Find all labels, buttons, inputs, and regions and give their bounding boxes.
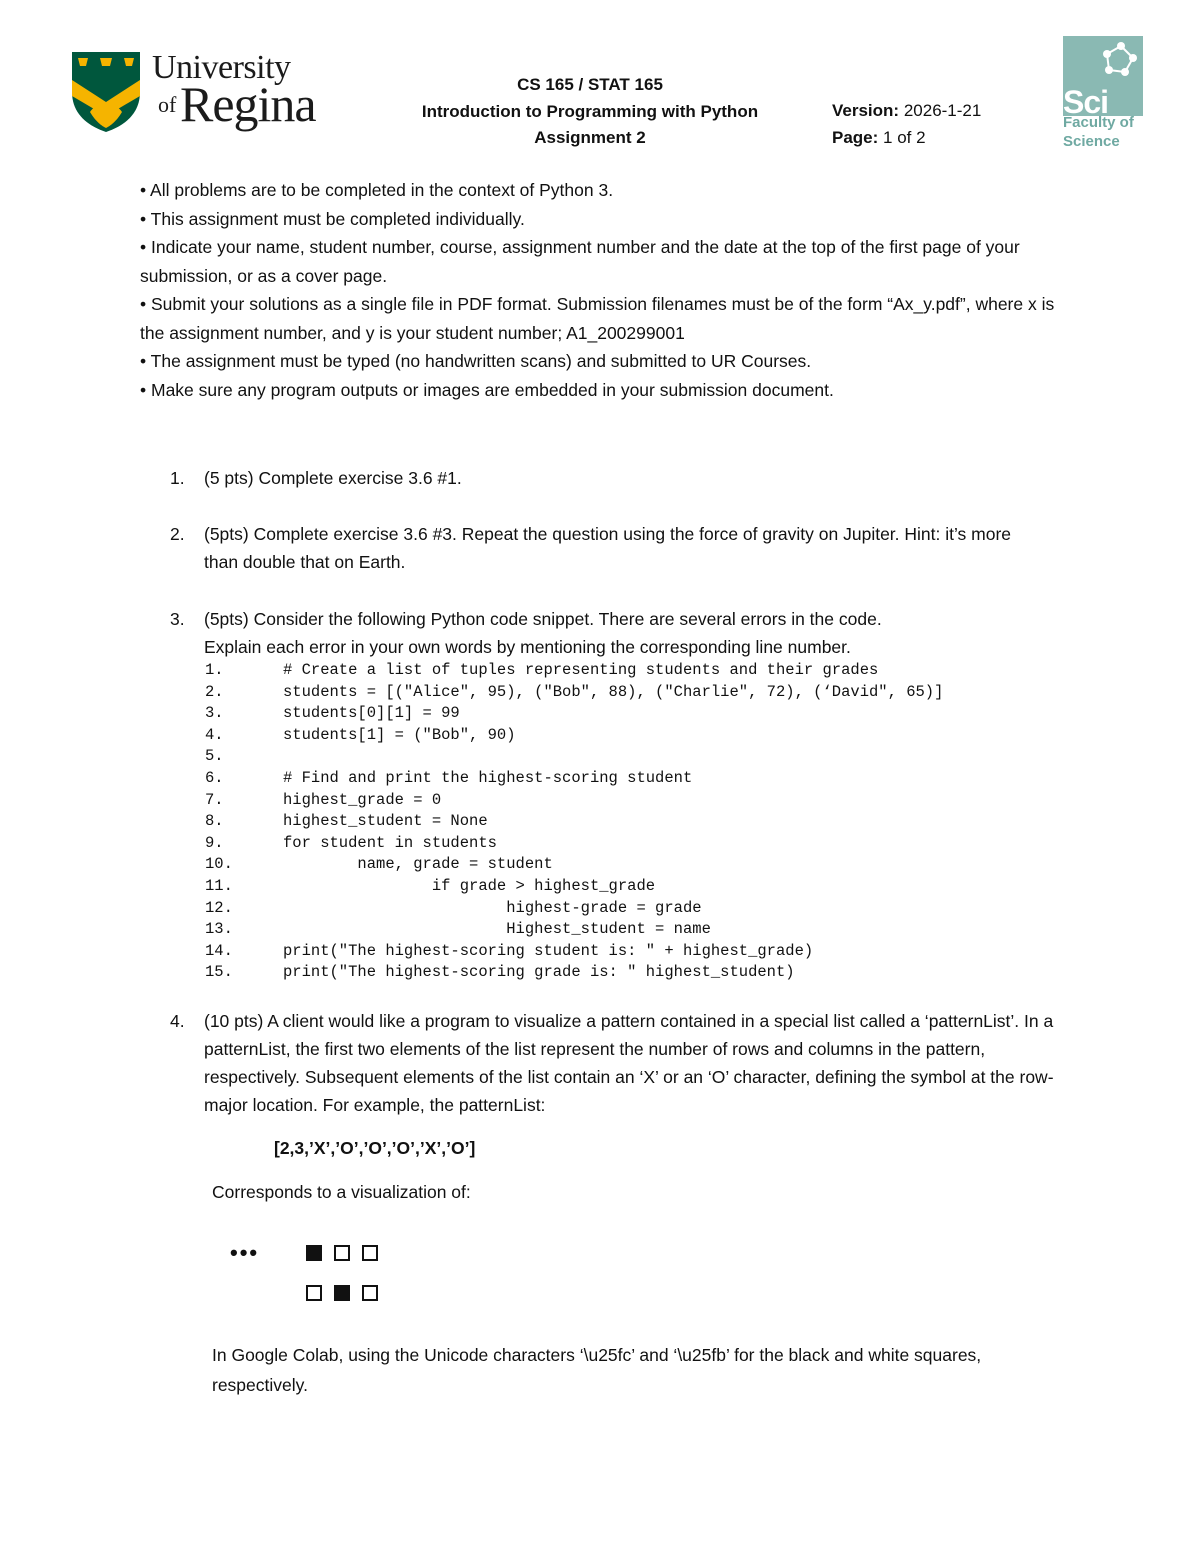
code-text: Highest_student = name bbox=[283, 920, 711, 939]
assignment-title: Assignment 2 bbox=[534, 128, 646, 147]
ellipsis-icon: ••• bbox=[230, 1240, 260, 1265]
course-code: CS 165 / STAT 165 bbox=[517, 75, 663, 94]
code-text: for student in students bbox=[283, 833, 497, 852]
instruction-item: • This assignment must be completed individually. bbox=[140, 208, 525, 229]
question-number: 2. bbox=[170, 524, 185, 544]
question-text: Explain each error in your own words by mentioning the corresponding line number. bbox=[204, 637, 851, 657]
pattern-list-example: [2,3,’X’,’O’,’O’,’O’,’X’,’O’] bbox=[274, 1138, 476, 1158]
line-number: 5. bbox=[205, 747, 224, 766]
university-of: of bbox=[158, 92, 177, 117]
question-number: 1. bbox=[170, 468, 185, 488]
course-title: Introduction to Programming with Python bbox=[421, 101, 759, 121]
black-square-icon bbox=[334, 1285, 350, 1301]
question-text: (10 pts) A client would like a program to visualize a pattern contained in a special list called a ‘patternList’. In a patternList, the first two elements of the list represent the number of rows and columns in the pattern, respectively. Subsequent elements of the list contain an ‘X’ or an ‘O’ character, defining the symbol at the row-major location. For example, the patternList: bbox=[204, 1011, 1054, 1115]
code-text: print("The highest-scoring grade is: " highest_student) bbox=[283, 963, 795, 982]
instruction-item: • Make sure any program outputs or images are embedded in your submission document. bbox=[140, 379, 834, 400]
line-number: 3. bbox=[205, 704, 224, 723]
line-number: 4. bbox=[205, 725, 224, 744]
question-number: 3. bbox=[170, 609, 185, 629]
instructions-list bbox=[140, 176, 1060, 404]
code-text: # Create a list of tuples representing students and their grades bbox=[283, 661, 879, 679]
code-text: students = [("Alice", 95), ("Bob", 88), ("Charlie", 72), (‘David", 65)] bbox=[283, 682, 944, 701]
question-text: (5pts) Complete exercise 3.6 #3. Repeat the question using the force of gravity on Jupiter. Hint: it’s more than double that on Earth. bbox=[204, 524, 1012, 572]
page-label: Page: bbox=[832, 127, 879, 147]
version-value: 2026-1-21 bbox=[903, 101, 982, 120]
code-text: if grade > highest_grade bbox=[283, 876, 656, 895]
corresponds-text: Corresponds to a visualization of: bbox=[212, 1182, 471, 1202]
question-text: (5pts) Consider the following Python code snippet. There are several errors in the code. bbox=[204, 609, 882, 629]
white-square-icon bbox=[362, 1245, 378, 1261]
sci-wordmark: Sci bbox=[1063, 84, 1109, 120]
question-4 bbox=[170, 1007, 1070, 1119]
page-value: 1 of 2 bbox=[883, 127, 926, 147]
line-number: 11. bbox=[205, 876, 233, 895]
code-text: students[0][1] = 99 bbox=[283, 704, 460, 723]
line-number: 7. bbox=[205, 790, 224, 809]
line-number: 10. bbox=[205, 855, 233, 874]
code-text: highest-grade = grade bbox=[283, 898, 702, 917]
faculty-line1: Faculty of bbox=[1063, 114, 1134, 131]
university-line1: University bbox=[152, 49, 291, 86]
line-number: 13. bbox=[205, 920, 233, 939]
white-square-icon bbox=[362, 1285, 378, 1301]
course-header bbox=[380, 72, 800, 152]
line-number: 1. bbox=[205, 661, 224, 679]
faculty-line2: Science bbox=[1063, 133, 1120, 150]
instruction-item: • Indicate your name, student number, course, assignment number and the date at the top of the first page of your submission, or as a cover page. bbox=[140, 237, 1020, 286]
code-text: name, grade = student bbox=[283, 855, 553, 874]
white-square-icon bbox=[306, 1285, 322, 1301]
code-text: students[1] = ("Bob", 90) bbox=[283, 725, 516, 744]
black-square-icon bbox=[306, 1245, 322, 1261]
colab-note: In Google Colab, using the Unicode characters ‘\u25fc’ and ‘\u25fb’ for the black and white squares, respectively. bbox=[212, 1345, 982, 1395]
question-text: (5 pts) Complete exercise 3.6 #1. bbox=[204, 468, 462, 488]
line-number: 9. bbox=[205, 833, 224, 852]
version-label: Version: bbox=[832, 101, 900, 120]
faculty-caption bbox=[1063, 113, 1134, 151]
code-text: highest_student = None bbox=[283, 812, 488, 831]
code-text: print("The highest-scoring student is: " + highest_grade) bbox=[283, 941, 814, 960]
instruction-item: • The assignment must be typed (no handwritten scans) and submitted to UR Courses. bbox=[140, 351, 812, 371]
version-block bbox=[832, 98, 981, 151]
instruction-item: • Submit your solutions as a single file in PDF format. Submission filenames must be of the form “Ax_y.pdf”, where x is the assignment number, and y is your student number; A1_200299001 bbox=[140, 294, 1055, 343]
crest-icon bbox=[70, 50, 142, 134]
faculty-of-science-logo bbox=[1063, 36, 1143, 120]
university-of-regina-logo bbox=[70, 50, 340, 140]
code-text: highest_grade = 0 bbox=[283, 790, 442, 809]
line-number: 15. bbox=[205, 963, 233, 982]
line-number: 14. bbox=[205, 941, 233, 960]
line-number: 8. bbox=[205, 812, 224, 831]
line-number: 12. bbox=[205, 898, 233, 917]
question-2 bbox=[170, 520, 1070, 576]
question-number: 4. bbox=[170, 1011, 185, 1031]
code-text: # Find and print the highest-scoring student bbox=[283, 768, 693, 787]
white-square-icon bbox=[334, 1245, 350, 1261]
question-3 bbox=[170, 605, 1070, 661]
line-number: 6. bbox=[205, 768, 224, 787]
question-1 bbox=[170, 464, 1070, 492]
university-line2: Regina bbox=[180, 76, 316, 132]
line-number: 2. bbox=[205, 682, 224, 701]
instruction-item: • All problems are to be completed in the context of Python 3. bbox=[140, 180, 614, 200]
